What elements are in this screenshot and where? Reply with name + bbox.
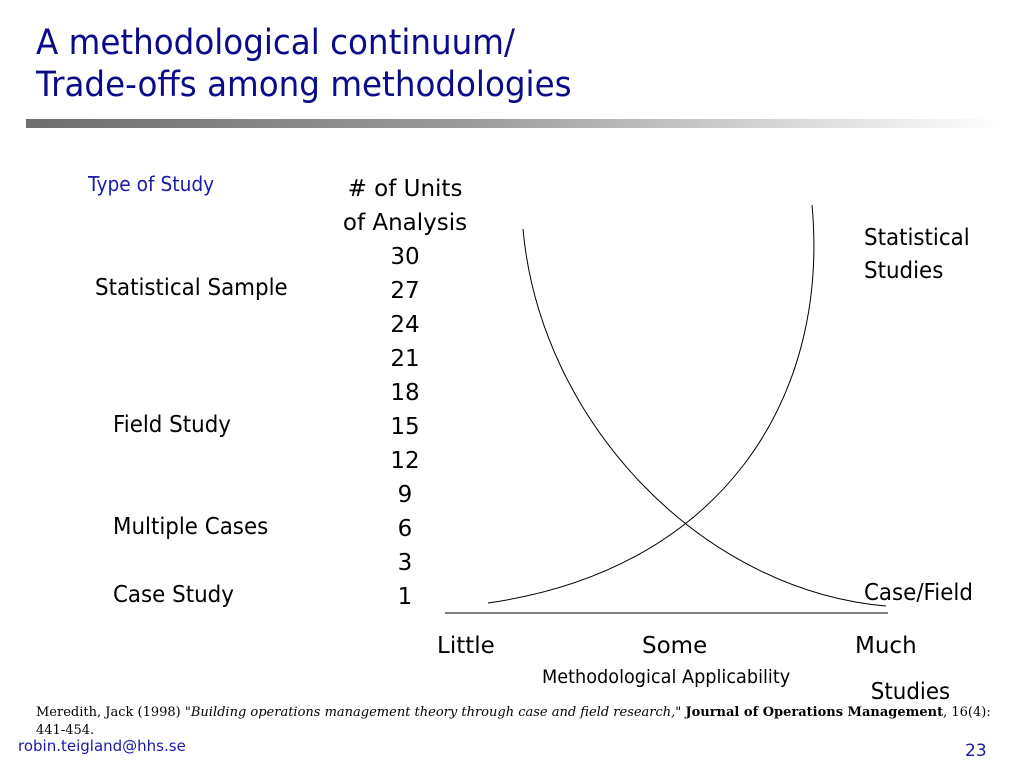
statistical-studies-line-2: Studies	[864, 258, 944, 284]
units-header-line-1: # of Units	[347, 176, 463, 202]
citation: Meredith, Jack (1998) "Building operations management theory through case and field research," Journal of Operations Management, 16(4): 441-454.	[36, 705, 991, 738]
units-value: 27	[390, 278, 420, 304]
units-value: 15	[390, 414, 420, 440]
units-value: 21	[390, 346, 420, 372]
statistical-studies-label	[864, 222, 970, 288]
units-value: 1	[397, 584, 413, 610]
units-value: 30	[390, 244, 420, 270]
study-field-study: Field Study	[113, 412, 231, 438]
type-of-study-header: Type of Study	[88, 172, 215, 196]
footer-email: robin.teigland@hhs.se	[18, 737, 186, 755]
slide-title-line-1: A methodological continuum/	[36, 23, 515, 63]
case-field-studies-curve	[488, 205, 814, 603]
citation-article: "Building operations management theory through case and field research,"	[184, 705, 682, 720]
units-header-line-2: of Analysis	[342, 210, 468, 236]
study-multiple-cases: Multiple Cases	[113, 514, 269, 540]
units-value: 9	[397, 482, 413, 508]
units-value: 12	[390, 448, 420, 474]
x-label-some: Some	[642, 633, 708, 659]
statistical-studies-curve	[523, 229, 886, 606]
units-value: 3	[397, 550, 413, 576]
statistical-studies-line-1: Statistical	[864, 225, 970, 251]
page-number: 23	[965, 741, 987, 761]
case-field-studies-line-2: Studies	[864, 679, 951, 705]
x-label-much: Much	[855, 633, 917, 659]
study-statistical-sample: Statistical Sample	[95, 275, 288, 301]
units-value: 24	[390, 312, 420, 338]
study-case-study: Case Study	[113, 582, 234, 608]
units-value: 6	[397, 516, 413, 542]
citation-details: 16(4): 441-454.	[36, 705, 991, 738]
slide-title-line-2: Trade-offs among methodologies	[36, 65, 572, 105]
citation-journal: Journal of Operations Management	[685, 705, 944, 720]
x-label-little: Little	[437, 633, 495, 659]
units-value: 18	[390, 380, 420, 406]
x-axis-title: Methodological Applicability	[542, 666, 791, 688]
citation-author: Meredith, Jack (1998)	[36, 705, 185, 720]
case-field-studies-line-1: Case/Field	[864, 580, 973, 606]
